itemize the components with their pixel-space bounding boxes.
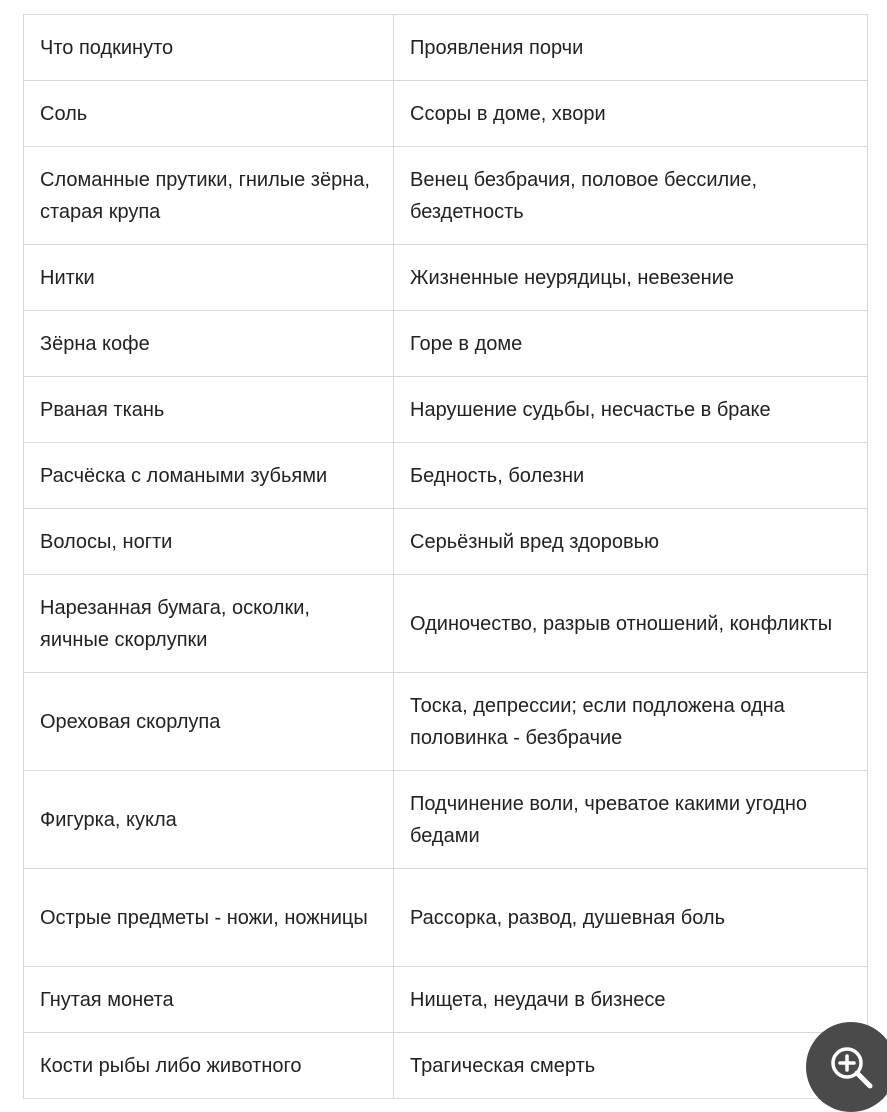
table-cell-effect: Тоска, депрессии; если подложена одна половинка - безбрачие bbox=[394, 673, 868, 771]
table-cell-effect: Нарушение судьбы, несчастье в браке bbox=[394, 377, 868, 443]
table-cell-effect: Бедность, болезни bbox=[394, 443, 868, 509]
zoom-in-icon bbox=[826, 1042, 876, 1092]
table-cell-effect: Жизненные неурядицы, невезение bbox=[394, 245, 868, 311]
table-cell-item: Волосы, ногти bbox=[24, 509, 394, 575]
table-cell-effect: Подчинение воли, чреватое какими угодно бедами bbox=[394, 771, 868, 869]
table-cell-item: Сломанные прутики, гнилые зёрна, старая крупа bbox=[24, 147, 394, 245]
table-cell-effect: Одиночество, разрыв отношений, конфликты bbox=[394, 575, 868, 673]
table-row bbox=[24, 147, 868, 245]
spoilage-table bbox=[23, 14, 868, 1099]
table-row bbox=[24, 509, 868, 575]
table-row bbox=[24, 967, 868, 1033]
table-row bbox=[24, 869, 868, 967]
table-row bbox=[24, 81, 868, 147]
table-row bbox=[24, 443, 868, 509]
table-cell-effect: Серьёзный вред здоровью bbox=[394, 509, 868, 575]
table-cell-item: Соль bbox=[24, 81, 394, 147]
table-row bbox=[24, 1033, 868, 1099]
table-row bbox=[24, 771, 868, 869]
header-cell-manifestations: Проявления порчи bbox=[394, 15, 868, 81]
table-cell-item: Фигурка, кукла bbox=[24, 771, 394, 869]
table-cell-item: Кости рыбы либо животного bbox=[24, 1033, 394, 1099]
table-cell-item: Ореховая скорлупа bbox=[24, 673, 394, 771]
table-cell-effect: Ссоры в доме, хвори bbox=[394, 81, 868, 147]
table-cell-item: Гнутая монета bbox=[24, 967, 394, 1033]
table-row bbox=[24, 245, 868, 311]
table-cell-effect: Венец безбрачия, половое бессилие, бездетность bbox=[394, 147, 868, 245]
table-row bbox=[24, 311, 868, 377]
table-row bbox=[24, 575, 868, 673]
table-cell-item: Зёрна кофе bbox=[24, 311, 394, 377]
table-cell-effect: Трагическая смерть bbox=[394, 1033, 868, 1099]
table-cell-item: Нитки bbox=[24, 245, 394, 311]
zoom-button[interactable] bbox=[806, 1022, 887, 1112]
table-cell-item: Острые предметы - ножи, ножницы bbox=[24, 869, 394, 967]
table-cell-effect: Горе в доме bbox=[394, 311, 868, 377]
table-cell-item: Расчёска с ломаными зубьями bbox=[24, 443, 394, 509]
table-cell-effect: Рассорка, развод, душевная боль bbox=[394, 869, 868, 967]
table-cell-effect: Нищета, неудачи в бизнесе bbox=[394, 967, 868, 1033]
table-row bbox=[24, 377, 868, 443]
header-cell-what-thrown: Что подкинуто bbox=[24, 15, 394, 81]
table-row bbox=[24, 673, 868, 771]
table-header-row bbox=[24, 15, 868, 81]
table-cell-item: Нарезанная бумага, осколки, яичные скорлупки bbox=[24, 575, 394, 673]
table-cell-item: Рваная ткань bbox=[24, 377, 394, 443]
